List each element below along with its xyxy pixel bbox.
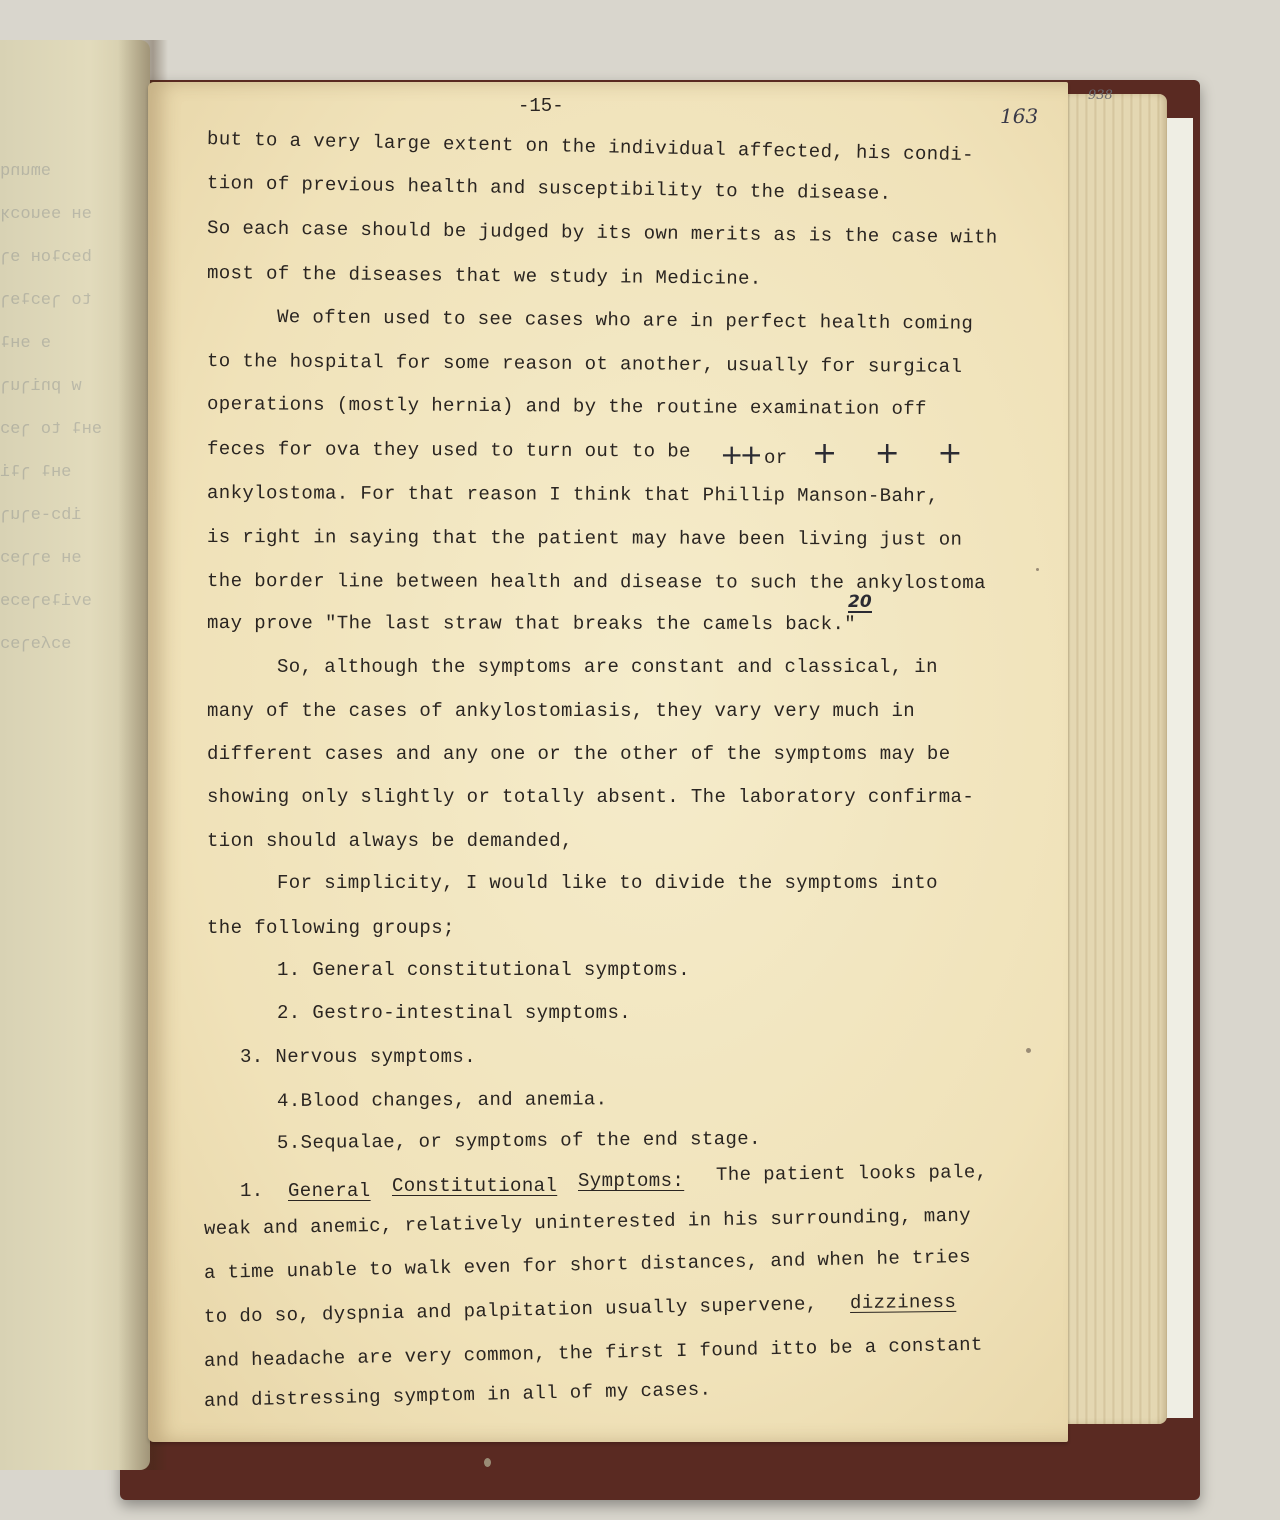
text-line: and distressing symptom in all of my cases. [203,1378,712,1412]
handwritten-plus-two: ++ [720,438,759,471]
text-line: many of the cases of ankylostomiasis, they vary very much in [207,700,916,722]
text-line: weak and anemic, relatively uninterested in his surrounding, many [203,1204,972,1240]
list-item: 5.Sequalae, or symptoms of the end stage. [276,1127,761,1154]
text-line: to the hospital for some reason ot another, usually for surgical [206,350,963,378]
text-line: showing only slightly or totally absent. The laboratory confirma- [207,786,975,808]
section-heading-word: Symptoms: [578,1170,685,1192]
text-line: a time unable to walk even for short distances, and when he tries [203,1245,972,1284]
text-line: most of the diseases that we study in Medicine. [206,262,762,290]
text-line: operations (mostly hernia) and by the routine examination off [206,393,927,421]
text-line: tion of previous health and susceptibility to the disease. [206,172,892,205]
text-line: but to a very large extent on the individual affected, his condi- [206,128,975,167]
page-number: -15- [518,95,564,117]
paper-mark [1036,568,1039,571]
text-line: tion should always be demanded, [207,830,573,852]
text-line: is right in saying that the patient may have been living just on [206,526,963,551]
text-line: the border line between health and disease to such the ankylostoma [206,570,986,595]
paper-mark [484,1458,491,1467]
text-line: and headache are very common, the first I found itto be a constant [203,1333,983,1372]
paper-mark [1026,1048,1031,1053]
text-line: feces for ova they used to turn out to be [206,438,691,463]
old-folio-number: 938 [1088,88,1113,103]
list-item: 3. Nervous symptoms. [240,1046,477,1068]
text-line: may prove "The last straw that breaks the camels back." [206,612,857,636]
text-line: So each case should be judged by its own merits as is the case with [206,217,998,249]
text-line: So, although the symptoms are constant and classical, in [277,656,938,678]
handwritten-plus-three: + + + [812,436,977,471]
text-line: For simplicity, I would like to divide the symptoms into [277,872,938,894]
handwritten-number: 20 [848,592,872,612]
folio-number: 163 [1000,104,1039,128]
list-item: 2. Gestro-intestinal symptoms. [277,1002,632,1024]
list-item: 4.Blood changes, and anemia. [276,1088,608,1112]
text-line: We often used to see cases who are in perfect health coming [276,306,974,335]
text-line: to do so, dyspnia and palpitation usually supervene, [203,1293,818,1328]
section-heading-word: General [288,1180,371,1202]
bleed-through-text: ɘmunq ɘʜ ɘɘuoɔʞ bɘɔʇoʜ ɘɿ to ɿɘɔʇɘɿ ɘ ɘʜʇ w pniɿuɿ ɘʜʇ to ɿɘɔ ɘʜʇ ɿʇi ibɔ-ɘɿuɿ ɘʜ ɘɿɿɘɔ ɘviʇɘɿɘɔɘ ɘɔʎɘɿɘɔ [0,162,103,654]
text-line: ankylostoma. For that reason I think that Phillip Manson-Bahr, [206,482,939,508]
text-line: or [764,447,788,469]
list-item: 1. General constitutional symptoms. [277,959,691,981]
section-number: 1. [240,1180,264,1202]
text-line: different cases and any one or the other of the symptoms may be [207,743,951,765]
underlined-word: dizziness [849,1290,957,1314]
text-line: The patient looks pale, [715,1161,988,1186]
section-heading-word: Constitutional [392,1175,558,1197]
text-line: the following groups; [207,917,455,939]
